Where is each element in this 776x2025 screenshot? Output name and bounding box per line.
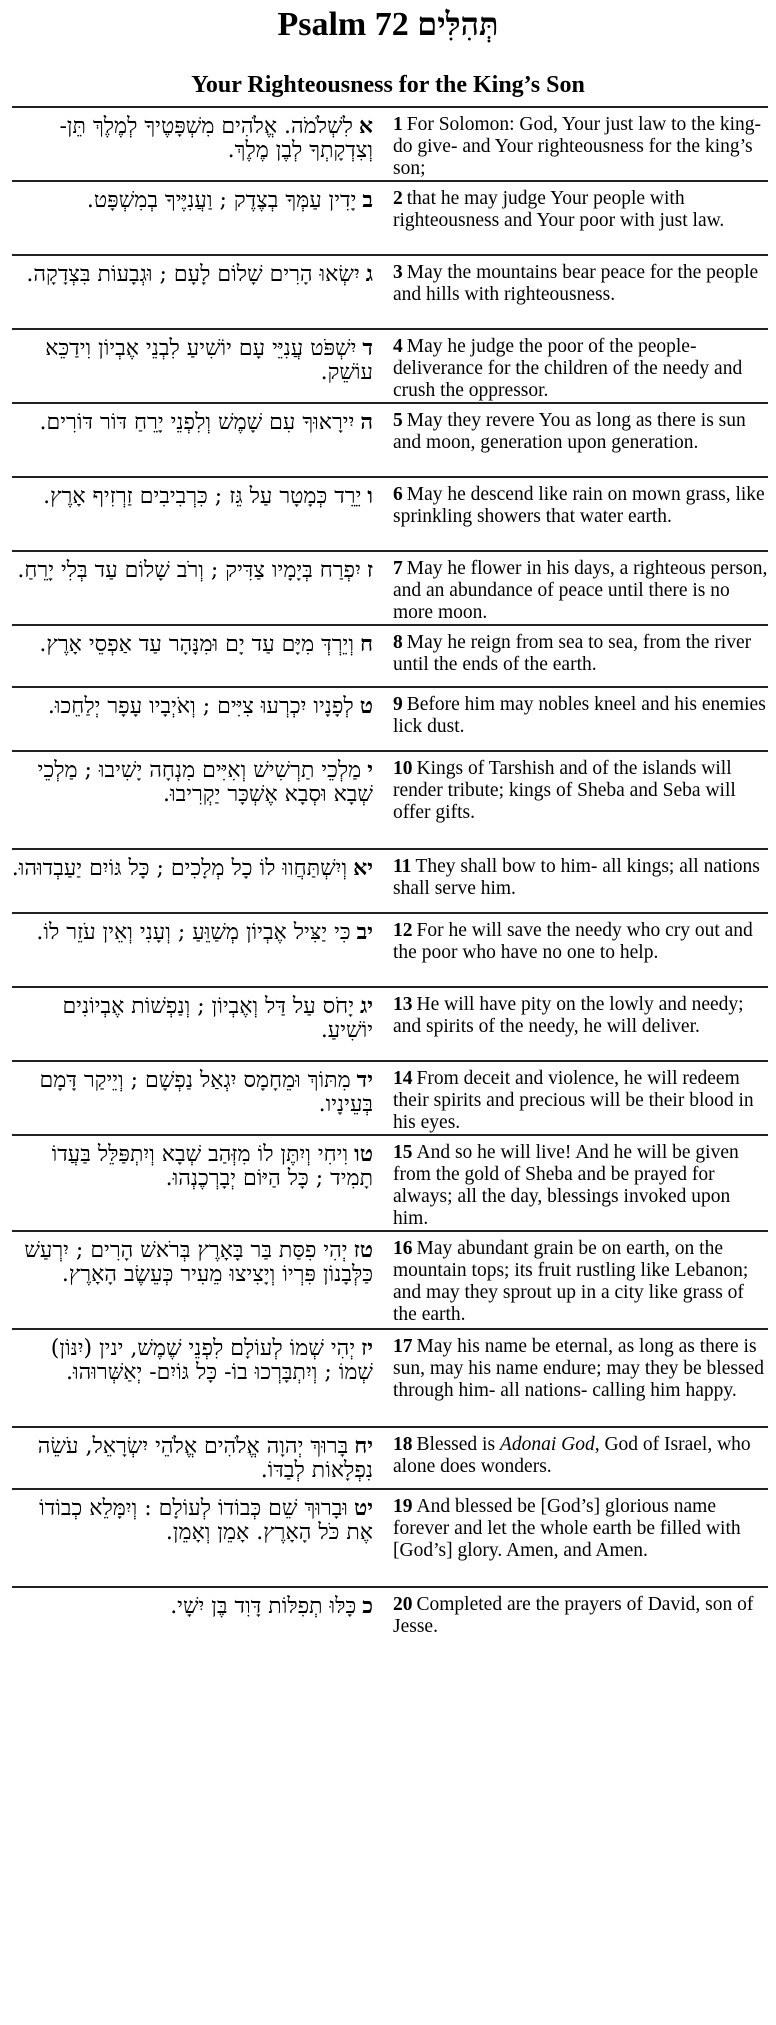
verse-row [0,478,776,550]
verse-number: 15 [393,1142,413,1163]
verse-hebrew-letter: יט [353,1495,373,1521]
verse-english [385,994,776,1060]
verse-english [385,1434,776,1488]
verse-hebrew-text: וּבָרוּךְ שֵׁם כְּבוֹדוֹ לְעוֹלָם : וְיִמָּלֵא כְבוֹדוֹ אֶת כֹּל הָאָרֶץ. אָמֵן וְאָמֵן. [39,1496,373,1545]
verse-hebrew [0,632,385,686]
verse-hebrew [0,920,385,986]
verse-hebrew [0,336,385,402]
verse-number: 8 [393,632,403,653]
verse-hebrew [0,484,385,550]
verse-row [0,688,776,750]
verse-hebrew-letter: ג [365,261,373,287]
verse-hebrew [0,856,385,912]
verse-english [385,632,776,686]
verse-english [385,1496,776,1586]
verse-row [0,1428,776,1488]
verse-english-text: Blessed is [416,1434,500,1455]
verse-english-divine-name: Adonai God [499,1434,595,1455]
verse-hebrew [0,994,385,1060]
verse-hebrew-letter: ד [362,335,373,361]
verse-english [385,920,776,986]
verse-hebrew [0,1068,385,1134]
verse-number: 9 [393,694,403,715]
verse-hebrew-text: יְהִי פִסַּת בַּר בָּאָרֶץ בְּרֹאשׁ הָרִים ; יִרְעַשׁ כַּלְּבָנוֹן פִּרְיוֹ וְיָצִיצוּ מֵעִיר כְּעֵשֶׂב הָאָרֶץ. [24,1238,373,1287]
verse-hebrew-letter: ח [359,631,373,657]
verse-english-text: May he reign from sea to sea, from the river until the ends of the earth. [393,632,752,675]
verse-number: 6 [393,484,403,505]
verse-hebrew-text: יְהִי שְׁמוֹ לְעוֹלָם לִפְנֵי שֶׁמֶשׁ, ינין (יִנּוֹן) שְׁמוֹ ; וְיִתְבָּרְכוּ בוֹ- כָּל גּוֹיִם- יְאַשְּׁרוּהוּ. [50,1336,373,1385]
verse-hebrew [0,410,385,476]
verse-english [385,188,776,254]
verse-hebrew-letter: טו [354,1141,373,1167]
verse-english-text: that he may judge Your people with righteousness and Your poor with just law. [393,188,725,231]
verse-hebrew [0,1594,385,1638]
verse-english-text: , God of Israel, who alone does wonders. [393,1434,751,1477]
verse-hebrew-text: כָּלּוּ תְפִלּוֹת דָּוִד בֶּן יִשָׁי. [170,1594,357,1619]
verse-number: 3 [393,262,403,283]
verse-english-text: From deceit and violence, he will redeem their spirits and precious will be their blood in his eyes. [393,1068,754,1133]
verse-hebrew-text: יֵרֵד כְּמָטָר עַל גֵּז ; כִּרְבִיבִים זַרְזִיף אָרֶץ. [43,484,362,509]
verse-number: 18 [393,1434,413,1455]
verse-row [0,182,776,254]
verse-number: 2 [393,188,403,209]
verse-hebrew-letter: טז [353,1237,373,1263]
verse-hebrew [0,1336,385,1426]
verse-row [0,404,776,476]
verse-english-text: May the mountains bear peace for the people and hills with righteousness. [393,262,759,305]
verse-hebrew-text: וְיֵרְדְּ מִיָּם עַד יָם וּמִנָּהָר עַד אַפְסֵי אָרֶץ. [39,632,354,657]
verse-hebrew-text: וִיחִי וְיִתֶּן לוֹ מִזְּהַב שְׁבָא וְיִתְפַּלֵּל בַּעֲדוֹ תָמִיד ; כָּל הַיּוֹם יְבָרְכֶנְהוּ. [51,1142,373,1191]
verse-row [0,752,776,848]
verse-hebrew-text: מַלְכֵי תַרְשִׁישׁ וְאִיִּים מִנְחָה יָשִׁיבוּ ; מַלְכֵי שְׁבָא וּסְבָא אֶשְׁכָּר יַקְרִיבוּ. [37,758,373,807]
verse-hebrew-letter: ה [360,409,373,435]
verse-hebrew-text: מִתּוֹךְ וּמֵחָמָס יִגְאַל נַפְשָׁם ; וְיֵיקַר דָּמָם בְּעֵינָיו. [39,1068,373,1117]
verse-row [0,850,776,912]
verse-hebrew-letter: יב [356,919,373,945]
verse-number: 20 [393,1594,413,1615]
verse-row [0,1588,776,1638]
verse-hebrew-text: יִשְׂאוּ הָרִים שָׁלוֹם לָעָם ; וּגְבָעוֹת בִּצְדָקָה. [26,262,360,287]
verse-hebrew-letter: יד [356,1067,373,1093]
verse-number: 12 [393,920,413,941]
verse-hebrew-text: וְיִשְׁתַּחֲווּ לוֹ כָל מְלָכִים ; כָּל גּוֹיִם יַעַבְדוּהוּ. [11,856,348,881]
verse-row [0,1330,776,1426]
verse-hebrew-letter: ט [359,693,373,719]
verse-row [0,330,776,402]
verse-english-text: For he will save the needy who cry out and the poor who have no one to help. [393,920,753,963]
verse-row [0,1232,776,1328]
verse-hebrew [0,1238,385,1328]
verse-hebrew-text: יִירָאוּךָ עִם שָׁמֶשׁ וְלִפְנֵי יָרֵחַ דּוֹר דּוֹרִים. [39,410,355,435]
verse-hebrew-text: יָדִין עַמְּךָ בְצֶדֶק ; וַעֲנִיֶּיךָ בְמִשְׁפָּט. [86,188,357,213]
verse-hebrew-letter: יז [361,1335,373,1361]
verse-english [385,1594,776,1638]
verse-hebrew [0,558,385,624]
verse-hebrew-text: כִּי יַצִּיל אֶבְיוֹן מְשַׁוֵּעַ ; וְעָנִי וְאֵין עֹזֵר לוֹ. [36,920,351,945]
verse-english-text: Completed are the prayers of David, son of Jesse. [393,1594,754,1637]
verse-row [0,988,776,1060]
verse-number: 19 [393,1496,413,1517]
verse-english-text: And blessed be [God’s] glorious name forever and let the whole earth be filled with [God’s] glory. Amen, and Amen. [393,1496,741,1561]
verse-hebrew-text: לְפָנָיו יִכְרְעוּ צִיִּים ; וְאֹיְבָיו עָפָר יְלַחֵכוּ. [47,694,354,719]
verse-hebrew [0,114,385,180]
verse-hebrew-text: בָּרוּךְ יְהוָה אֱלֹהִים אֱלֹהֵי יִשְׂרָאֵל, עֹשֵׂה נִפְלָאוֹת לְבַדּוֹ. [37,1434,373,1483]
verse-row [0,108,776,180]
verse-english-text: May he judge the poor of the people- deliverance for the children of the needy and crush the oppressor. [393,336,743,401]
verse-number: 11 [393,856,412,877]
verse-english-text: May he flower in his days, a righteous person, and an abundance of peace until there is no more moon. [393,558,768,623]
verse-row [0,1062,776,1134]
page-subtitle: Your Righteousness for the King’s Son [191,72,585,98]
verse-hebrew-text: יִשְׁפֹּט עֲנִיֵּי עָם יוֹשִׁיעַ לִבְנֵי אֶבְיוֹן וִידַכֵּא עוֹשֵׁק. [45,336,373,385]
verse-hebrew-text: יָחֹס עַל דַּל וְאֶבְיוֹן ; וְנַפְשׁוֹת אֶבְיוֹנִים יוֹשִׁיעַ. [62,994,373,1043]
verse-row [0,256,776,328]
verse-hebrew-letter: כ [362,1593,373,1619]
verse-hebrew [0,758,385,848]
verse-number: 4 [393,336,403,357]
verse-hebrew-letter: יג [359,993,373,1019]
verse-hebrew-text: לִשְׁלֹמֹה. אֱלֹהִים מִשְׁפָּטֶיךָ לְמֶלֶךְ תֵּן- וְצִדְקָתְךָ לְבֶן מֶלֶךְ. [59,114,373,163]
verse-english [385,262,776,328]
verse-english-text: And so he will live! And he will be given from the gold of Sheba and be prayed for always; all the day, blessings invoked upon him. [393,1142,739,1229]
verse-english [385,1336,776,1426]
verse-english-text: May abundant grain be on earth, on the mountain tops; its fruit rustling like Lebanon; and may they sprout up in a city like grass of the earth. [393,1238,749,1325]
page-title [0,0,776,52]
verse-english [385,558,776,624]
verse-hebrew-letter: א [358,113,373,139]
verse-english [385,758,776,848]
verse-number: 1 [393,114,403,135]
verse-hebrew [0,1496,385,1586]
verse-hebrew [0,694,385,750]
verse-english [385,1238,776,1328]
verse-list [0,106,776,1638]
verse-english [385,1142,776,1230]
verse-number: 13 [393,994,413,1015]
verse-english-text: For Solomon: God, Your just law to the king- do give- and Your righteousness for the king’s son; [393,114,762,179]
verse-english [385,856,776,912]
verse-hebrew-letter: ו [367,483,373,509]
verse-hebrew [0,1142,385,1230]
verse-hebrew-letter: יא [353,855,373,881]
verse-number: 7 [393,558,403,579]
verse-hebrew [0,188,385,254]
verse-english [385,694,776,750]
verse-row [0,552,776,624]
title-english: Psalm 72 [277,6,409,43]
verse-number: 5 [393,410,403,431]
verse-english-text: They shall bow to him- all kings; all nations shall serve him. [393,856,760,899]
verse-hebrew-letter: יח [354,1433,373,1459]
verse-english-text: May they revere You as long as there is sun and moon, generation upon generation. [393,410,746,453]
verse-english-text: May he descend like rain on mown grass, like sprinkling showers that water earth. [393,484,765,527]
verse-hebrew-letter: ב [362,187,373,213]
verse-english [385,114,776,180]
title-hebrew: תְּהִלִּים [417,5,499,43]
verse-english [385,410,776,476]
verse-hebrew-letter: י [367,757,373,783]
verse-english [385,1068,776,1134]
verse-english-text: May his name be eternal, as long as there is sun, may his name endure; may they be blessed through him- all nations- calling him happy. [393,1336,764,1401]
verse-row [0,1490,776,1586]
verse-english [385,484,776,550]
verse-row [0,626,776,686]
verse-hebrew-text: יִפְרַח בְּיָמָיו צַדִּיק ; וְרֹב שָׁלוֹם עַד בְּלִי יָרֵחַ. [17,558,361,583]
verse-english-text: He will have pity on the lowly and needy; and spirits of the needy, he will deliver. [393,994,744,1037]
verse-english-text: Kings of Tarshish and of the islands will render tribute; kings of Sheba and Seba will offer gifts. [393,758,736,823]
verse-hebrew [0,262,385,328]
verse-number: 10 [393,758,413,779]
verse-hebrew-letter: ז [366,557,373,583]
verse-hebrew [0,1434,385,1488]
verse-number: 16 [393,1238,413,1259]
verse-number: 17 [393,1336,413,1357]
verse-row [0,1136,776,1230]
verse-english-text: Before him may nobles kneel and his enemies lick dust. [393,694,766,737]
verse-row [0,914,776,986]
verse-english [385,336,776,402]
verse-number: 14 [393,1068,413,1089]
